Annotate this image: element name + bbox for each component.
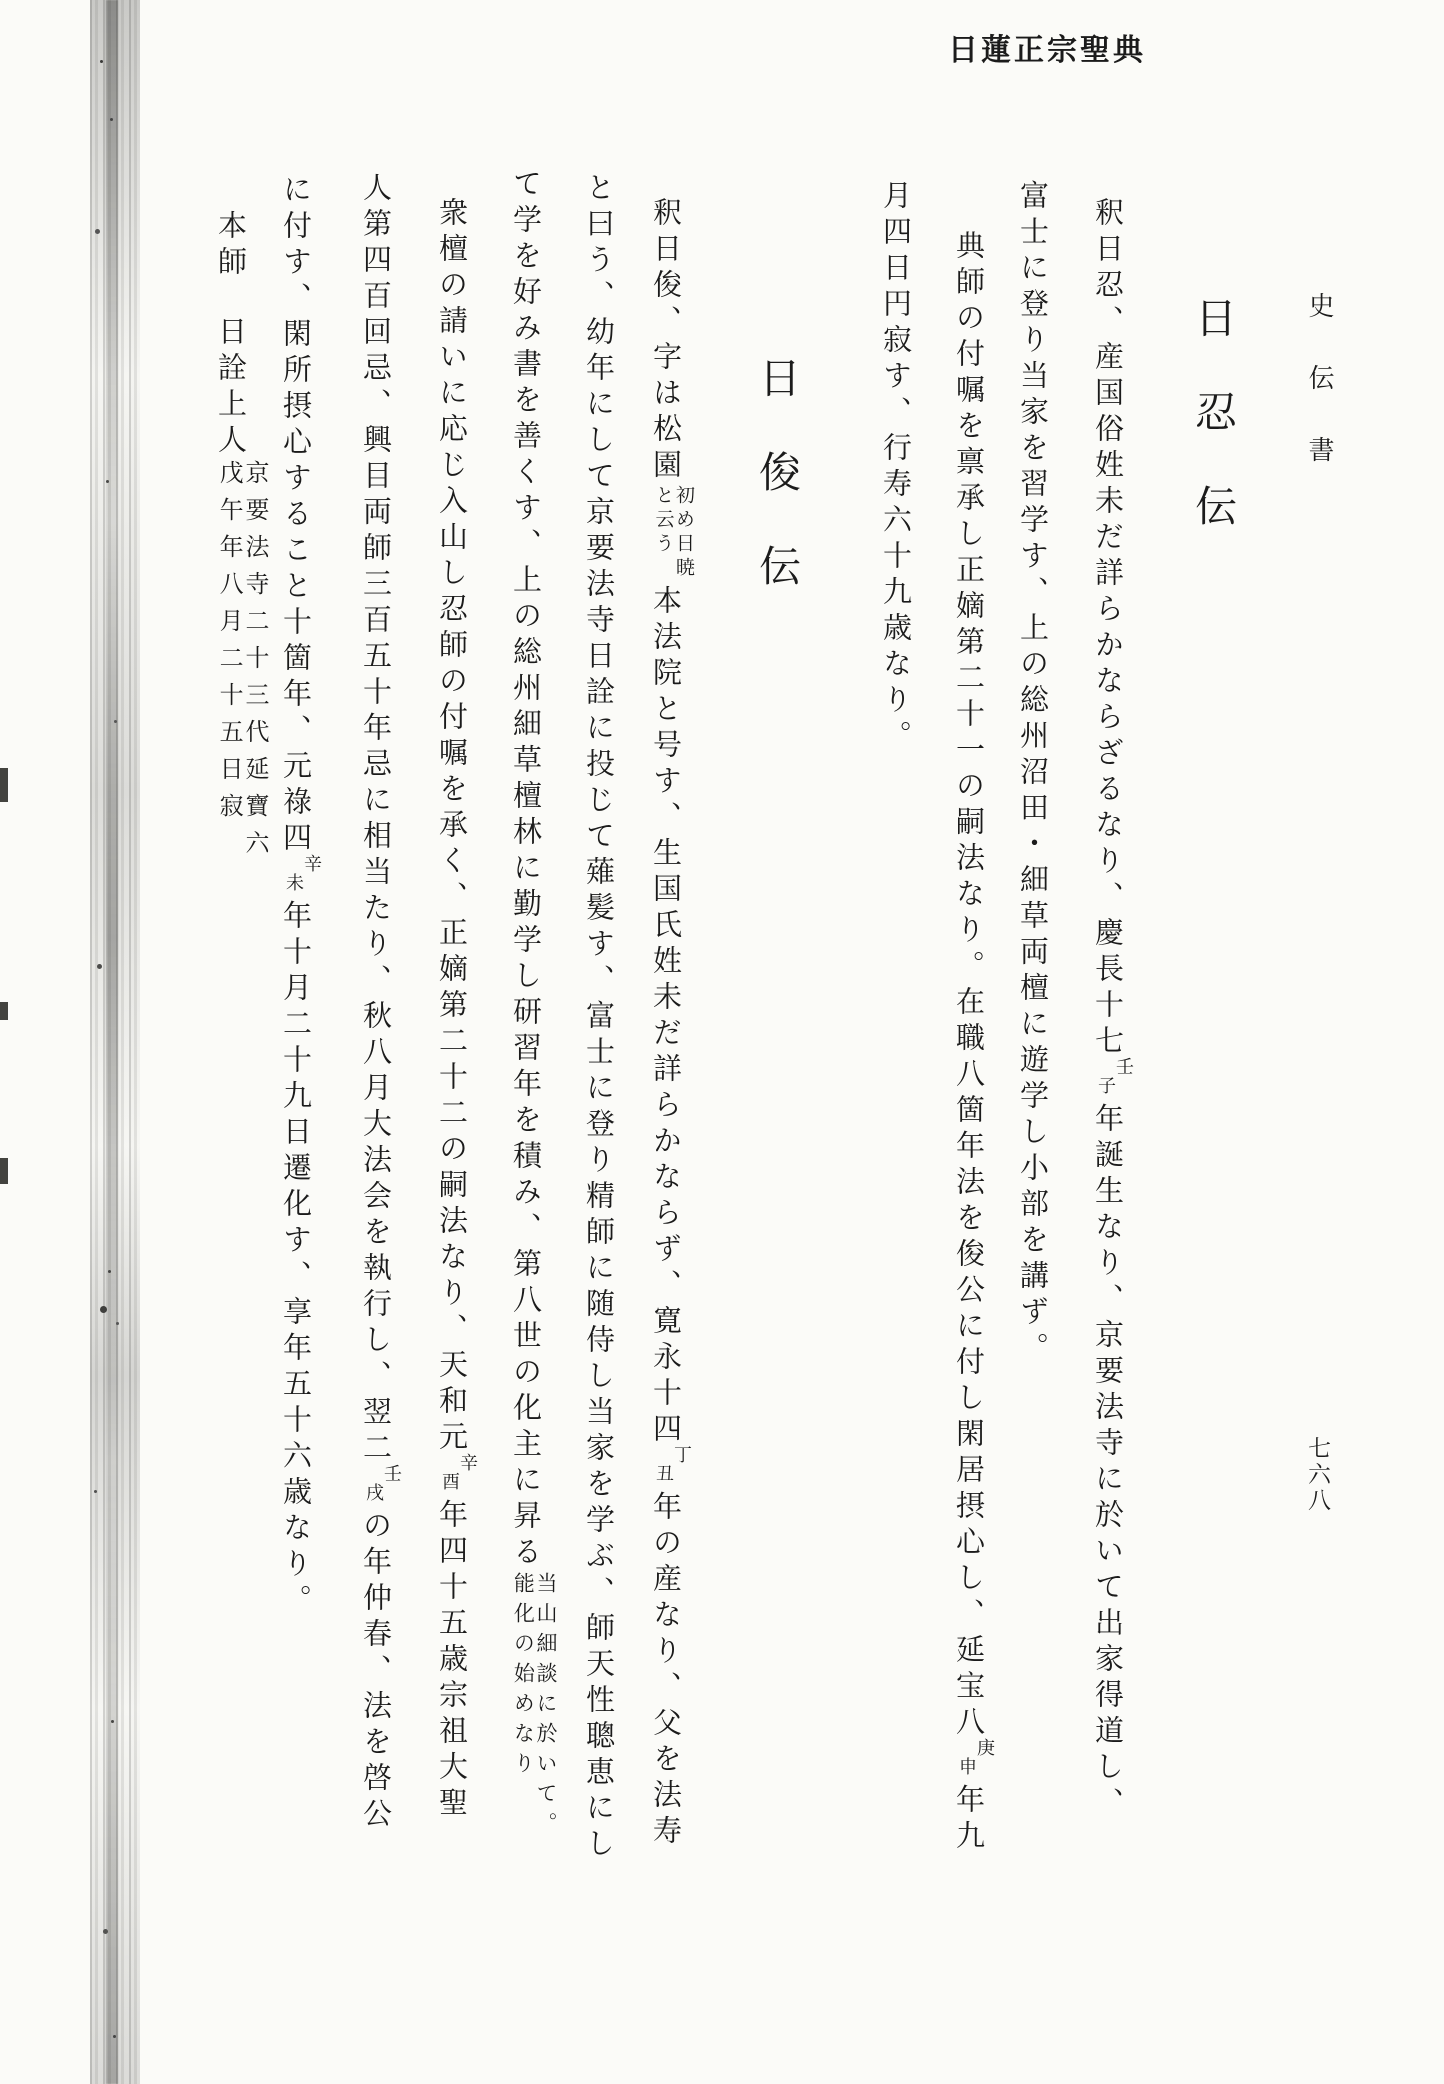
section-head: 史伝書	[1304, 292, 1334, 508]
nisshun-col-6: に付す、閑所摂心すること十箇年、元祿四 辛 未 年十月二十九日遷化す、享年五十六歳なり。	[279, 174, 322, 1620]
inline-split-note	[211, 460, 267, 870]
sexagenary-date-pair: 壬 戌	[366, 1464, 402, 1504]
honorific-space	[230, 282, 232, 316]
page-edge-mark	[0, 1158, 8, 1184]
split-note-line: 戊午年八月二十五日寂	[215, 460, 244, 830]
nichinin-col-1: 釈日忍、産国俗姓未だ詳らかならざるなり、慶長十七 壬 子 年誕生なり、京要法寺に於いて出家得道し、	[1091, 197, 1134, 1823]
sexagenary-date-pair: 壬 子	[1098, 1057, 1134, 1097]
title-nichinin-den: 日忍伝	[1189, 296, 1238, 578]
scan-speckles	[100, 60, 103, 63]
sexagenary-date-pair: 庚 申	[959, 1738, 995, 1778]
nisshun-col-1: 釈日俊、字は松園 初め日暁 と云う 本法院と号す、生国氏姓未だ詳らかならず、寛永十四 丁 丑 年の産なり、父を法寿	[649, 197, 695, 1851]
split-note-line: 当山細談に於いて。	[534, 1572, 558, 1842]
split-note-line: と云う	[652, 485, 675, 557]
split-note-line: 初め日暁	[673, 485, 695, 581]
nichinin-col-4: 月四日円寂す、行寿六十九歳なり。	[879, 180, 913, 756]
inline-split-note	[511, 1572, 557, 1846]
nisshun-col-2: と曰う、幼年にして京要法寺日詮に投じて薙髪す、富士に登り精師に随侍し当家を学ぶ、師天性聰恵にし	[582, 172, 616, 1864]
nisshun-col-5: 人第四百回忌、興目両師三百五十年忌に相当たり、秋八月大法会を執行し、翌二 壬 戌 の年仲春、法を啓公	[359, 172, 402, 1834]
scan-gutter-dark-line	[106, 0, 118, 2084]
nichinin-col-2: 富士に登り当家を習学す、上の総州沼田・細草両檀に遊学し小部を講ず。	[1016, 180, 1050, 1368]
nisshun-col-4: 衆檀の請いに応じ入山し忍師の付嘱を承く、正嫡第二十二の嗣法なり、天和元 辛 酉 年四十五歳宗祖大聖	[435, 197, 478, 1823]
sexagenary-date-pair: 辛 未	[286, 854, 322, 894]
inline-split-note	[654, 485, 694, 585]
title-nisshun-den: 日俊伝	[753, 356, 802, 638]
split-note-line: 京要法寺二十三代延寶六	[241, 460, 269, 867]
nisshun-col-7: 本師日詮上人 京要法寺二十三代延寶六 戊午年八月二十五日寂	[211, 210, 267, 870]
split-note-line: 能化の始めなり	[511, 1572, 536, 1782]
page-edge-mark	[0, 768, 8, 802]
page-edge-mark	[0, 1002, 8, 1020]
running-header: 日蓮正宗聖典	[948, 33, 1146, 68]
nisshun-col-3: て学を好み書を善くす、上の総州細草檀林に勤学し研習年を積み、第八世の化主に昇る 当山細談に於いて。 能化の始めなり	[508, 168, 557, 1846]
sexagenary-date-pair: 丁 丑	[656, 1445, 692, 1485]
nichinin-col-3: 典師の付嘱を禀承し正嫡第二十一の嗣法なり。在職八箇年法を俊公に付し閑居摂心し、延宝八 庚 申 年九	[952, 230, 995, 1856]
sexagenary-date-pair: 辛 酉	[442, 1453, 478, 1493]
page-number: 七六八	[1304, 1436, 1330, 1514]
